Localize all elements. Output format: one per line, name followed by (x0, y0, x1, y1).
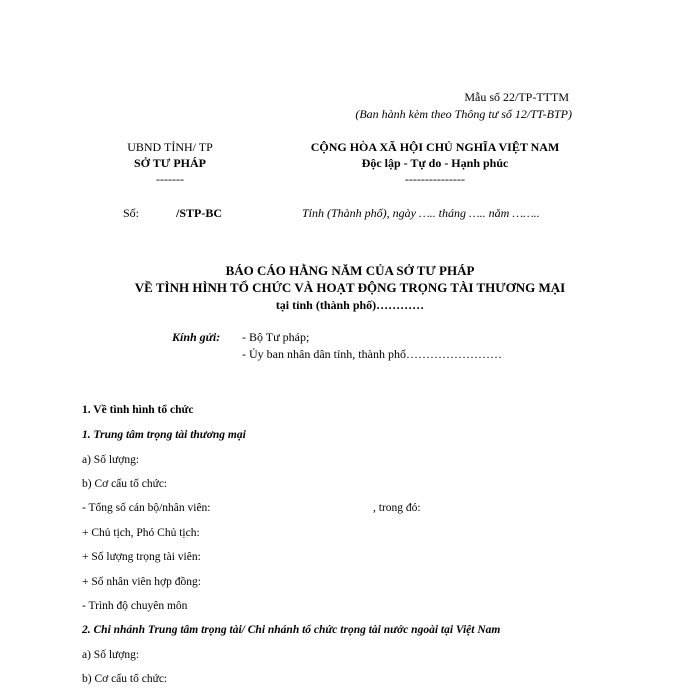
list-item: + Số lượng trọng tài viên: (82, 551, 201, 563)
report-title-line3: tại tỉnh (thành phố)………… (275, 298, 425, 312)
section1-heading: 1. Về tình hình tổ chức (82, 404, 194, 416)
list-item: b) Cơ cấu tổ chức: (82, 478, 168, 490)
list-item: - Trình độ chuyên môn (82, 600, 188, 612)
report-title-line1: BÁO CÁO HẰNG NĂM CỦA SỞ TƯ PHÁP (225, 263, 475, 278)
subsection2-heading: 2. Chi nhánh Trung tâm trọng tài/ Chi nhánh tổ chức trọng tài nước ngoài tại Việt Nam (82, 624, 501, 636)
number-suffix: /STP-BC (176, 206, 223, 220)
list-item: b) Cơ cấu tổ chức: (82, 673, 168, 685)
form-number: Mẫu số 22/TP-TTTM (464, 90, 569, 104)
list-item: + Chủ tịch, Phó Chủ tịch: (82, 527, 200, 539)
report-title-line2: VỀ TÌNH HÌNH TỔ CHỨC VÀ HOẠT ĐỘNG TRỌNG TÀI THƯƠNG MẠI (134, 280, 566, 295)
place-date: Tỉnh (Thành phố), ngày ….. tháng ….. năm …….. (302, 206, 540, 220)
agency-line2: SỞ TƯ PHÁP (133, 156, 206, 170)
recipient-item: - Bộ Tư pháp; (242, 330, 310, 344)
staff-note: , trong đó: (373, 502, 421, 514)
recipients-label: Kính gửi: (172, 330, 221, 344)
issued-with-note: (Ban hành kèm theo Thông tư số 12/TT-BTP) (355, 107, 572, 121)
recipient-item: - Ủy ban nhân dân tỉnh, thành phố…………………… (242, 347, 502, 361)
number-label: Số: (123, 206, 140, 220)
subsection1-heading: 1. Trung tâm trọng tài thương mại (82, 429, 246, 441)
agency-dash: ------- (156, 172, 184, 186)
list-item: a) Số lượng: (82, 649, 140, 661)
list-item: a) Số lượng: (82, 454, 140, 466)
motto: Độc lập - Tự do - Hạnh phúc (361, 156, 509, 170)
list-item: - Tổng số cán bộ/nhân viên: (82, 502, 211, 514)
nation-title: CỘNG HÒA XÃ HỘI CHỦ NGHĨA VIỆT NAM (310, 140, 560, 154)
motto-dash: --------------- (405, 172, 465, 186)
agency-line1: UBND TỈNH/ TP (127, 140, 213, 154)
list-item: + Số nhân viên hợp đồng: (82, 576, 201, 588)
